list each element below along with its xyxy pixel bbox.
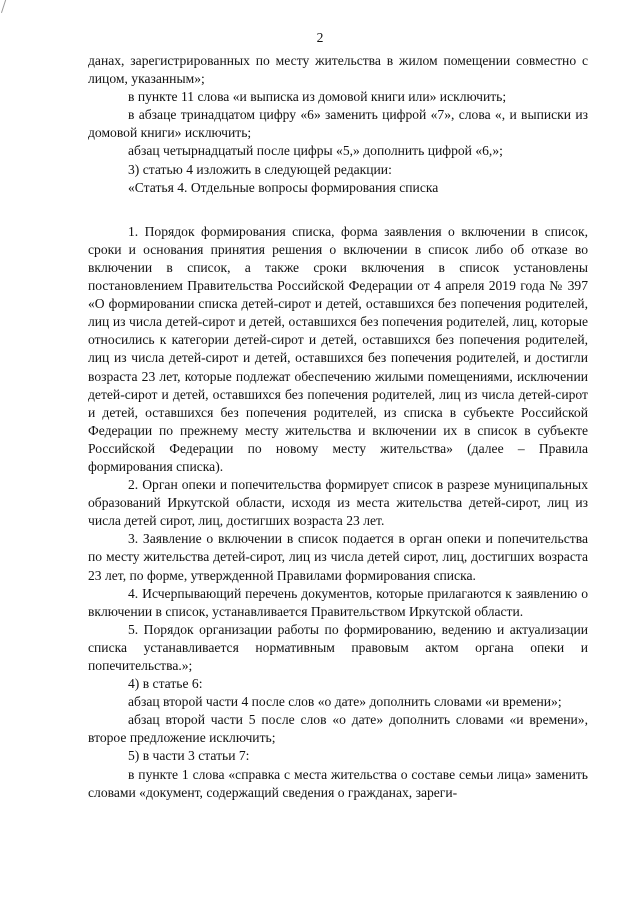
paragraph: абзац четырнадцатый после цифры «5,» дополнить цифрой «6,»; (128, 143, 503, 159)
paragraph: 4) в статье 6: (128, 676, 203, 692)
paragraph: 5. Порядок организации работы по формированию, ведению и актуализации списка устанавливается нормативным правовым актом органа опеки и попечительства.»; (88, 621, 588, 673)
paragraph: 1. Порядок формирования списка, форма заявления о включении в список, сроки и основания принятия решения о включении в список либо об отказе во включении в список, а также сроки включения в список установлены постановлением Правительства Российской Федерации от 4 апреля 2019 года № 397 «О формировании списка детей-сирот и детей, оставшихся без попечения родителей, лиц из числа детей-сирот и детей, оставшихся без попечения родителей, лиц, которые относились к категории детей-сирот и детей, оставшихся без попечения родителей, лиц из числа детей-сирот и детей, оставшихся без попечения родителей, и достигли возраста 23 лет, которые подлежат обеспечению жилыми помещениями, исключении детей-сирот и детей, оставшихся без попечения родителей, лиц из числа детей-сирот и детей, оставшихся без попечения родителей, из списка в субъекте Российской Федерации по прежнему месту жительства и включении их в список в субъекте Российской Федерации по новому месту жительства» (далее – Правила формирования списка). (88, 223, 588, 474)
scan-corner-mark (1, 0, 11, 15)
paragraph: 3. Заявление о включении в список подается в орган опеки и попечительства по месту жительства детей-сирот, лиц из числа детей сирот, лиц, достигших возраста 23 лет, по форме, утвержденной Правилами формирования списка. (88, 531, 588, 583)
paragraph: 3) статью 4 изложить в следующей редакции: (128, 161, 392, 177)
paragraph: в пункте 1 слова «справка с места жительства о составе семьи лица» заменить словами «документ, содержащий сведения о гражданах, зареги- (88, 766, 588, 800)
paragraph: «Статья 4. Отдельные вопросы формирования списка (128, 179, 439, 195)
paragraph: абзац второй части 5 после слов «о дате» дополнить словами «и времени», второе предложение исключить; (88, 712, 588, 746)
paragraph: 2. Орган опеки и попечительства формирует список в разрезе муниципальных образований Иркутской области, исходя из места жительства детей-сирот, лиц из числа детей сирот, лиц, достигших возраста 23 лет. (88, 477, 588, 529)
paragraph: данах, зарегистрированных по месту жительства в жилом помещении совместно с лицом, указанным»; (88, 53, 588, 87)
paragraph: в пункте 11 слова «и выписка из домовой книги или» исключить; (128, 89, 507, 105)
paragraph: в абзаце тринадцатом цифру «6» заменить цифрой «7», слова «, и выписки из домовой книги» исключить; (88, 107, 588, 141)
document-body (88, 52, 588, 802)
paragraph: 4. Исчерпывающий перечень документов, которые прилагаются к заявлению о включении в список, устанавливается Правительством Иркутской области. (88, 585, 588, 619)
paragraph: абзац второй части 4 после слов «о дате» дополнить словами «и времени»; (128, 694, 562, 710)
paragraph: 5) в части 3 статьи 7: (128, 748, 250, 764)
page-number: 2 (316, 30, 324, 45)
